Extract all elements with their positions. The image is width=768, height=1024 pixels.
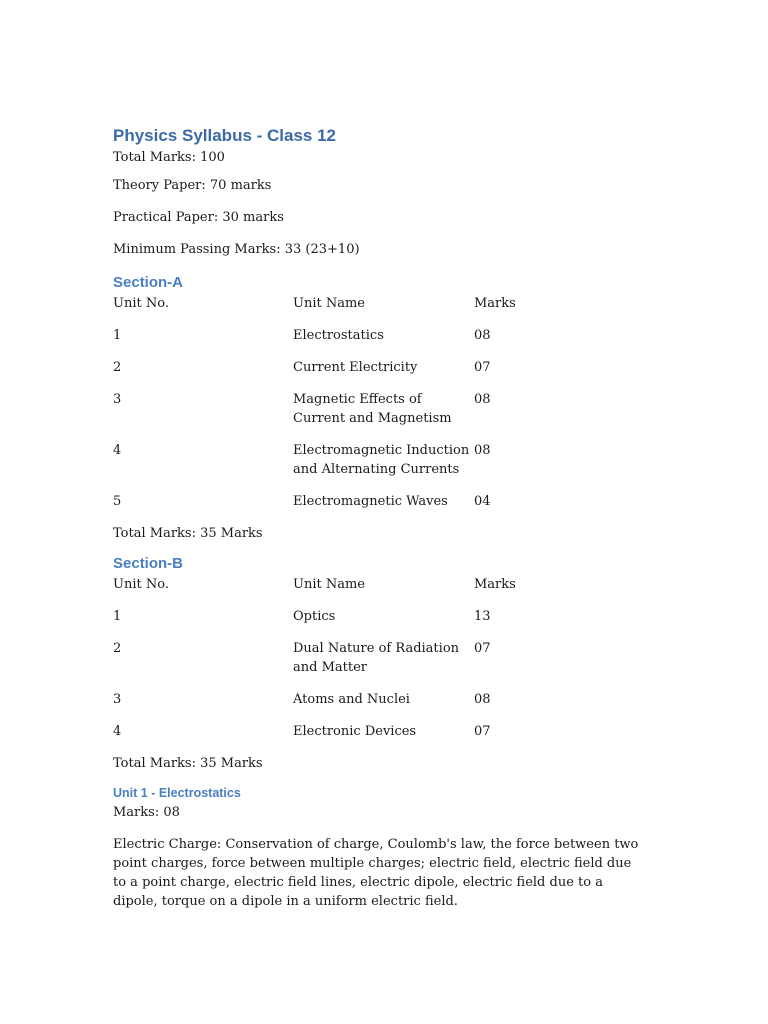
practical-paper-line: Practical Paper: 30 marks: [113, 210, 284, 225]
theory-paper-line: Theory Paper: 70 marks: [113, 178, 272, 193]
header-marks: Marks: [474, 296, 516, 311]
marks-cell: 08: [474, 692, 491, 707]
table-row: [113, 722, 653, 754]
unit-name-cell: Electronic Devices: [293, 724, 417, 739]
section-a-total: Total Marks: 35 Marks: [113, 526, 263, 541]
unit-no-cell: 3: [113, 692, 122, 707]
table-row: [113, 607, 653, 639]
header-unit-name: Unit Name: [293, 296, 365, 311]
section-a-heading: Section-A: [113, 274, 184, 291]
table-row: [113, 639, 653, 690]
header-unit-no: Unit No.: [113, 577, 169, 592]
marks-cell: 07: [474, 641, 491, 656]
unit-no-cell: 4: [113, 724, 122, 739]
section-b-total: Total Marks: 35 Marks: [113, 756, 263, 771]
unit-no-cell: 1: [113, 328, 122, 343]
minimum-passing-line: Minimum Passing Marks: 33 (23+10): [113, 242, 360, 257]
document-page: [113, 124, 653, 911]
total-marks-line: Total Marks: 100: [113, 150, 225, 165]
unit-no-cell: 5: [113, 494, 122, 509]
table-header-row: [113, 575, 653, 607]
header-unit-name: Unit Name: [293, 577, 365, 592]
unit-no-cell: 1: [113, 609, 122, 624]
unit-no-cell: 4: [113, 443, 122, 458]
unit-name-cell: Magnetic Effects of Current and Magnetism: [293, 392, 452, 426]
section-a-table: [113, 294, 653, 524]
unit-name-cell: Electrostatics: [293, 328, 384, 343]
unit-no-cell: 2: [113, 360, 122, 375]
unit-1-paragraph: Electric Charge: Conservation of charge, Coulomb's law, the force between two point charges, force between multiple charges; electric field, electric field due to a point charge, electric field lines, electric dipole, electric field due to a dipole, torque on a dipole in a uniform electric field.: [113, 837, 639, 909]
section-b-table: [113, 575, 653, 754]
marks-cell: 08: [474, 392, 491, 407]
marks-cell: 07: [474, 724, 491, 739]
page-title: Physics Syllabus - Class 12: [113, 126, 337, 145]
unit-name-cell: Current Electricity: [293, 360, 418, 375]
marks-cell: 08: [474, 443, 491, 458]
section-b-heading: Section-B: [113, 555, 184, 572]
table-row: [113, 358, 653, 390]
marks-cell: 04: [474, 494, 491, 509]
unit-no-cell: 2: [113, 641, 122, 656]
header-marks: Marks: [474, 577, 516, 592]
unit-no-cell: 3: [113, 392, 122, 407]
table-row: [113, 690, 653, 722]
header-unit-no: Unit No.: [113, 296, 169, 311]
unit-name-cell: Dual Nature of Radiation and Matter: [293, 641, 460, 675]
unit-name-cell: Electromagnetic Waves: [293, 494, 448, 509]
marks-cell: 07: [474, 360, 491, 375]
table-row: [113, 441, 653, 492]
table-row: [113, 390, 653, 441]
marks-cell: 08: [474, 328, 491, 343]
marks-cell: 13: [474, 609, 491, 624]
unit-1-heading: Unit 1 - Electrostatics: [113, 786, 241, 800]
table-row: [113, 492, 653, 524]
unit-1-marks: Marks: 08: [113, 805, 180, 820]
unit-name-cell: Electromagnetic Induction and Alternating Currents: [293, 443, 470, 477]
table-row: [113, 326, 653, 358]
table-header-row: [113, 294, 653, 326]
unit-name-cell: Atoms and Nuclei: [293, 692, 410, 707]
unit-name-cell: Optics: [293, 609, 336, 624]
